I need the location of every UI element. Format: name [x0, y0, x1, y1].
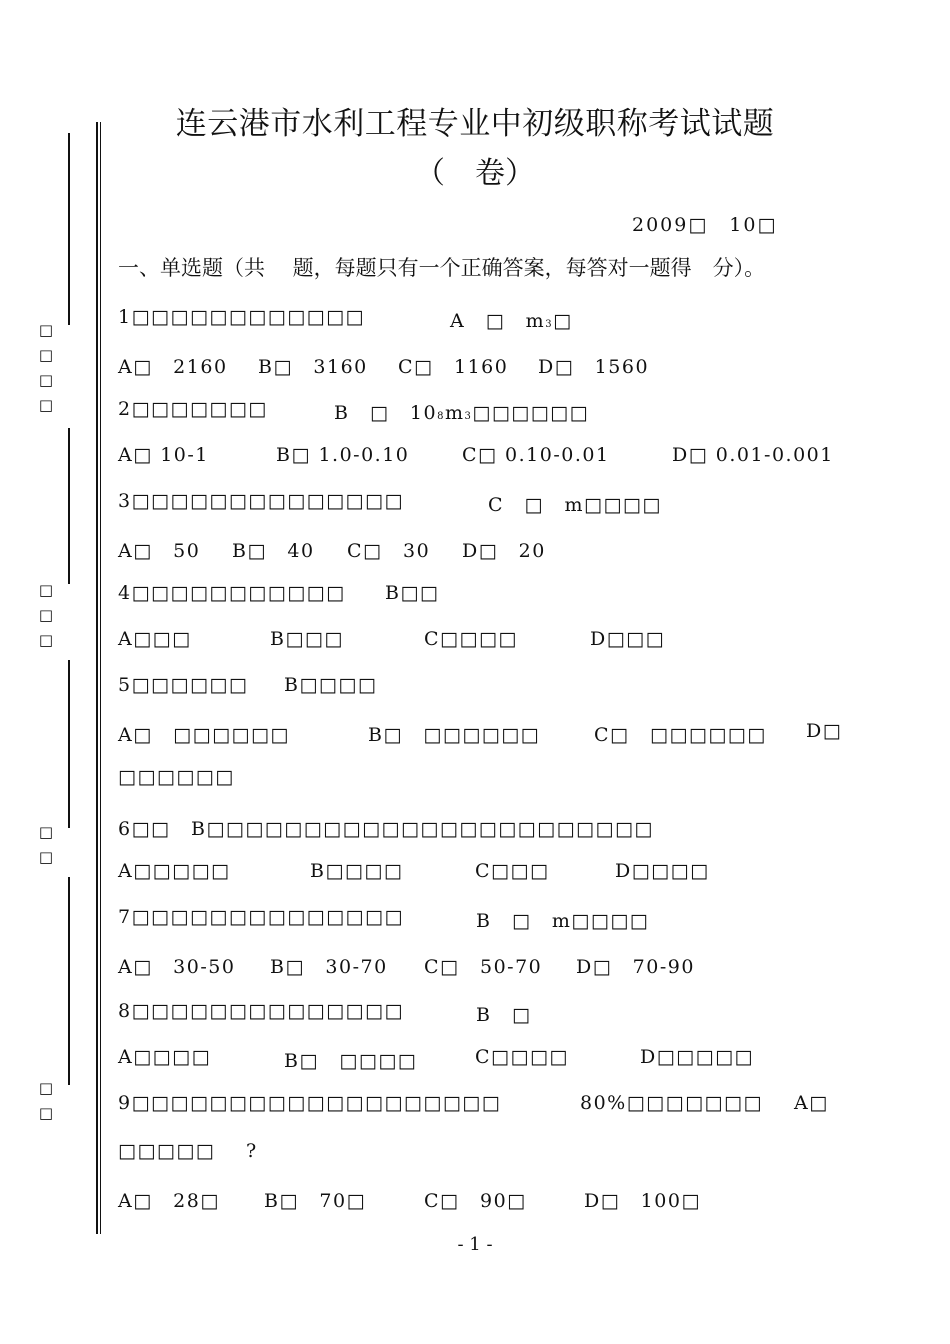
question-9-stem-continuation: □□□□□	[118, 1140, 216, 1162]
question-5-answer: B□□□□	[284, 674, 378, 696]
question-2-option-c: C□ 0.10-0.01	[462, 444, 610, 466]
question-5-option-b: B□ □□□□□□	[368, 724, 541, 746]
question-3-option-b: B□ 40	[232, 540, 315, 562]
margin-line-outer-2	[68, 428, 70, 584]
question-8-option-c: C□□□□	[475, 1046, 569, 1068]
question-6-option-b: B□□□□	[310, 860, 404, 882]
question-7-option-c: C□ 50-70	[424, 956, 543, 978]
question-4-option-b: B□□□	[270, 628, 344, 650]
page-number: - 1 -	[457, 1234, 493, 1255]
question-8-stem: 8□□□□□□□□□□□□□□	[118, 1000, 404, 1022]
margin-label-1: □□□□	[38, 321, 54, 414]
question-9-option-b: B□ 70□	[264, 1190, 367, 1212]
margin-label-3: □□	[38, 823, 54, 866]
margin-line-inner-2	[100, 122, 101, 1234]
margin-line-inner-1	[96, 122, 98, 1234]
question-4-option-c: C□□□□	[424, 628, 518, 650]
question-1-option-a: A□ 2160	[118, 356, 228, 378]
question-5-option-d: D□	[806, 720, 843, 742]
question-7-option-a: A□ 30-50	[118, 956, 236, 978]
margin-label-4: □□	[38, 1079, 54, 1122]
exam-subtitle: （ 卷）	[415, 156, 535, 191]
question-6-stem: 6□□ B□□□□□□□□□□□□□□□□□□□□□□□	[118, 818, 654, 840]
answer-text: B □ 10	[334, 402, 438, 424]
question-4-answer: B□□	[385, 582, 440, 604]
question-8-option-b: B□ □□□□	[284, 1050, 418, 1072]
question-9-answer: A□	[794, 1092, 829, 1114]
question-7-answer: B □ m□□□□	[476, 910, 650, 932]
question-3-stem: 3□□□□□□□□□□□□□□	[118, 490, 404, 512]
question-6-option-c: C□□□	[475, 860, 550, 882]
question-text: 1□□□□□□□□□□□□	[118, 306, 366, 328]
question-2-stem: 2□□□□□□□	[118, 398, 268, 420]
question-6-option-d: D□□□□	[615, 860, 710, 882]
question-8-option-a: A□□□□	[118, 1046, 212, 1068]
exam-title: 连云港市水利工程专业中初级职称考试试题	[175, 106, 775, 142]
question-3-option-c: C□ 30	[347, 540, 431, 562]
question-5-stem: 5□□□□□□	[118, 674, 249, 696]
question-3-answer: C □ m□□□□	[488, 494, 662, 516]
question-9-option-d: D□ 100□	[584, 1190, 701, 1212]
question-4-option-a: A□□□	[118, 628, 192, 650]
question-4-option-d: D□□□	[590, 628, 666, 650]
margin-line-outer-4	[68, 877, 70, 1085]
margin-label-2: □□□	[38, 581, 54, 649]
question-8-option-d: D□□□□□	[640, 1046, 754, 1068]
question-6-option-a: A□□□□□	[118, 860, 231, 882]
power-exponent: 8	[437, 411, 445, 422]
exam-date: 2009□ 10□	[632, 214, 778, 236]
question-2-option-a: A□ 10-1	[118, 444, 209, 466]
question-7-stem: 7□□□□□□□□□□□□□□	[118, 906, 404, 928]
question-8-answer: B □	[476, 1004, 532, 1026]
question-1-stem	[118, 306, 365, 328]
question-9-question-mark: ?	[246, 1140, 258, 1162]
answer-text: A □ m	[450, 310, 546, 332]
question-7-option-b: B□ 30-70	[270, 956, 388, 978]
question-1-option-d: D□ 1560	[538, 356, 650, 378]
question-9-percent: 80%□□□□□□□	[580, 1092, 763, 1114]
question-3-option-a: A□ 50	[118, 540, 201, 562]
question-2-option-d: D□ 0.01-0.001	[672, 444, 834, 466]
unit-exponent: 3	[545, 319, 554, 330]
question-3-option-d: D□ 20	[462, 540, 546, 562]
question-9-option-a: A□ 28□	[118, 1190, 220, 1212]
question-9-stem: 9□□□□□□□□□□□□□□□□□□□	[118, 1092, 502, 1114]
question-2-option-b: B□ 1.0-0.10	[276, 444, 410, 466]
unit-text: m	[444, 402, 465, 424]
question-2-answer	[334, 398, 589, 425]
question-5-option-d-text: □□□□□□	[118, 766, 235, 788]
question-1-option-b: B□ 3160	[258, 356, 368, 378]
question-1-option-c: C□ 1160	[398, 356, 509, 378]
answer-tail: □	[553, 310, 573, 332]
question-5-option-c: C□ □□□□□□	[594, 724, 767, 746]
question-1-answer	[450, 306, 573, 333]
section-heading: 一、单选题（共 题，每题只有一个正确答案，每答对一题得 分）。	[118, 256, 766, 280]
question-4-stem: 4□□□□□□□□□□□	[118, 582, 346, 604]
question-5-option-a: A□ □□□□□□	[118, 724, 290, 746]
question-9-option-c: C□ 90□	[424, 1190, 527, 1212]
question-7-option-d: D□ 70-90	[576, 956, 695, 978]
unit-exponent: 3	[464, 411, 473, 422]
answer-tail: □□□□□□	[472, 402, 590, 424]
margin-line-outer-3	[68, 660, 70, 828]
